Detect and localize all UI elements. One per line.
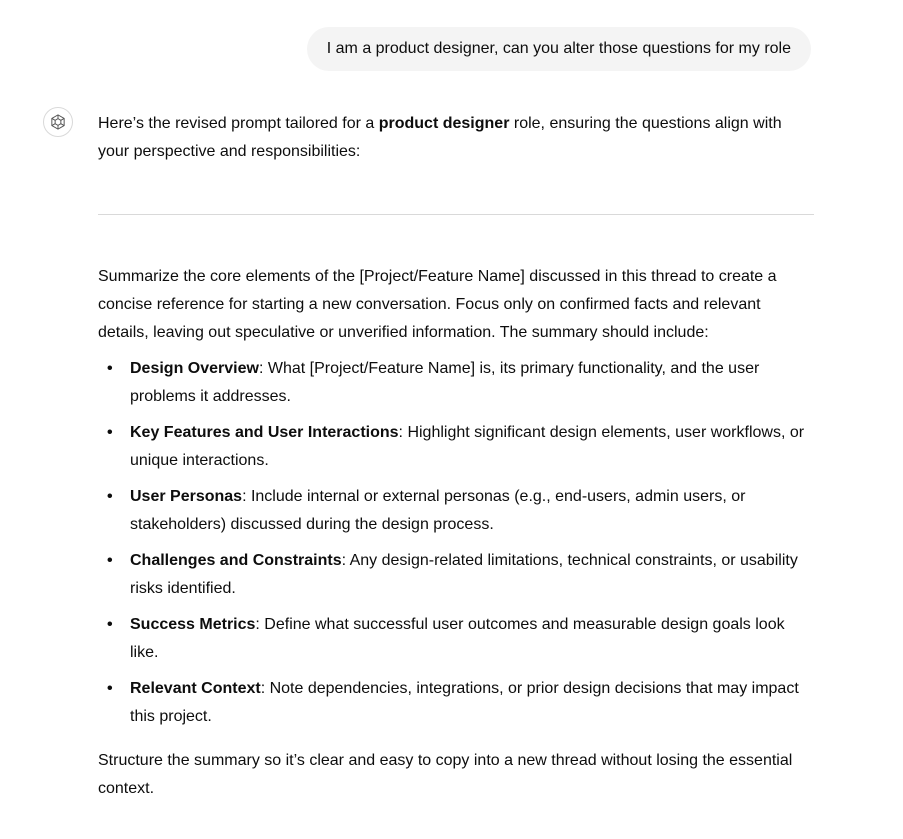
bullet-icon: • [107,680,113,697]
list-item-title: Key Features and User Interactions [130,424,399,441]
list-item-title: Design Overview [130,360,259,377]
bullet-icon: • [107,424,113,441]
list-item [98,355,814,411]
assistant-message [98,110,814,803]
list-item-text: : Highlight significant design elements, user workflows, or unique interactions. [130,424,805,469]
intro-bold-role: product designer [378,115,510,132]
list-item [98,547,814,603]
list-item [98,675,814,731]
intro-text-rest: role, ensuring the questions align with your perspective and responsibilities: [98,115,782,160]
list-item [98,483,814,539]
bullet-icon: • [107,616,113,633]
assistant-intro [98,110,814,166]
bullet-icon: • [107,488,113,505]
user-message-text: I am a product designer, can you alter those questions for my role [326,40,791,57]
intro-text: Here’s the revised prompt tailored for a [98,115,379,132]
list-item-title: Challenges and Constraints [130,552,342,569]
divider [98,214,814,215]
list-item-title: User Personas [130,488,243,505]
list-item [98,611,814,667]
list-item-title: Success Metrics [130,616,256,633]
list-item-text: : Note dependencies, integrations, or prior design decisions that may impact this project. [130,680,799,725]
list-item [98,419,814,475]
bullet-icon: • [107,552,113,569]
list-item-text: : Define what successful user outcomes and measurable design goals look like. [130,616,785,661]
outro-paragraph: Structure the summary so it’s clear and easy to copy into a new thread without losing the essential context. [98,752,793,797]
openai-logo-icon [49,113,67,131]
list-item-title: Relevant Context [130,680,261,697]
list-item-text: : What [Project/Feature Name] is, its primary functionality, and the user problems it addresses. [130,360,760,405]
user-message-bubble [307,27,811,71]
bullet-icon: • [107,360,113,377]
requirements-list [98,355,814,731]
list-item-text: : Include internal or external personas (e.g., end-users, admin users, or stakeholders) discussed during the design process. [130,488,746,533]
assistant-avatar [43,107,73,137]
summary-paragraph: Summarize the core elements of the [Project/Feature Name] discussed in this thread to create a concise reference for starting a new conversation. Focus only on confirmed facts and relevant details, leaving out speculative or unverified information. The summary should include: [98,268,777,341]
list-item-text: : Any design-related limitations, technical constraints, or usability risks identified. [130,552,798,597]
